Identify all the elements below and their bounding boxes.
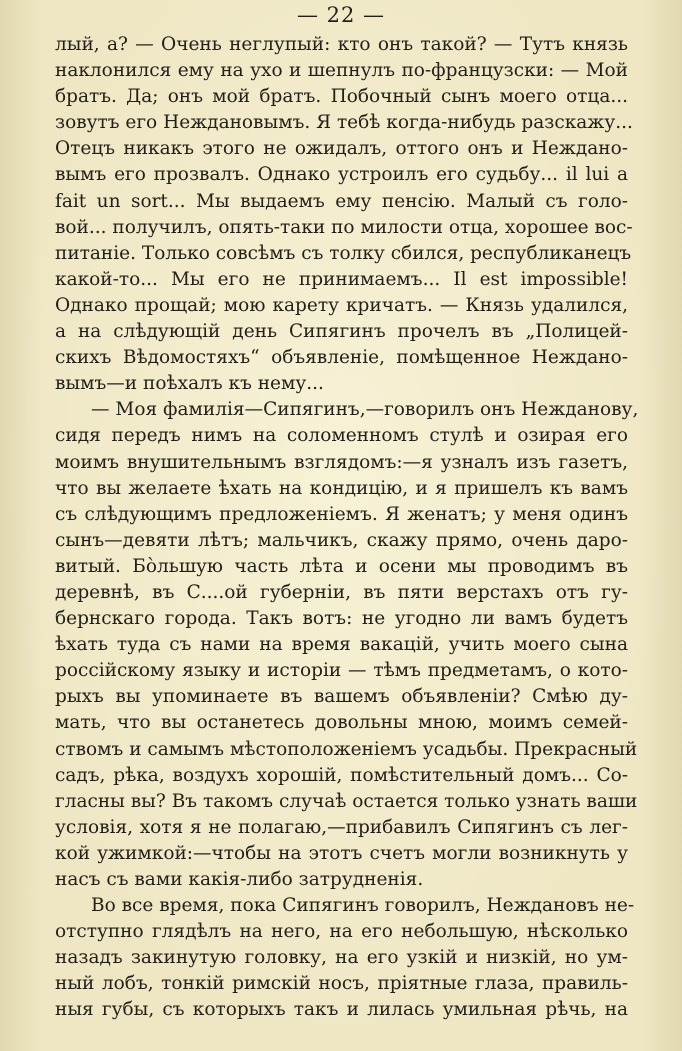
text-line: отступно глядѣлъ на него, на его небольшую, нѣсколько (55, 921, 628, 943)
text-line: вой... получилъ, опять-таки по милости отца, хорошее вос- (55, 216, 633, 238)
text-line: бернскаго города. Такъ вотъ: не угодно ли вамъ будетъ (55, 608, 628, 630)
text-line: сидя передъ нимъ на соломенномъ стулѣ и озирая его (55, 425, 628, 447)
text-line: что вы желаете ѣхать на кондицію, и я пришелъ къ вамъ (55, 477, 628, 499)
text-line: наклонился ему на ухо и шепнулъ по-французски: — Мой (55, 60, 628, 82)
paragraph-3 (55, 893, 635, 1023)
text-line: насъ съ вами какія-либо затрудненія. (55, 869, 424, 890)
text-line: гласны вы? Въ такомъ случаѣ остается только узнать ваши (55, 790, 638, 812)
text-line: рыхъ вы упоминаете въ вашемъ объявленіи? Смѣю ду- (55, 686, 628, 708)
text-line: съ слѣдующимъ предложеніемъ. Я женатъ; у меня одинъ (55, 503, 628, 525)
paragraph-2 (55, 397, 639, 893)
text-line: витый. Бòльшую часть лѣта и осени мы проводимъ въ (55, 555, 628, 577)
text-line: вымъ—и поѣхалъ къ нему... (55, 373, 324, 395)
paragraph-1 (55, 32, 633, 397)
page-number: — 22 — (296, 3, 386, 27)
text-line: условія, хотя я не полагаю,—прибавилъ Сипягинъ съ лег- (55, 816, 628, 838)
text-line: fait un sort... Мы выдаемъ ему пенсію. Малый съ голо- (55, 190, 628, 212)
text-line: Однако прощай; мою карету кричатъ. — Князь удалился, (55, 294, 628, 316)
text-line: садъ, рѣка, воздухъ хорошій, помѣстительный домъ... Со- (55, 764, 628, 786)
text-line: питаніе. Только совсѣмъ съ толку сбился, республиканецъ (55, 242, 632, 264)
text-line: лый, а? — Очень неглупый: кто онъ такой? — Тутъ князь (55, 34, 628, 55)
text-line: ныя губы, съ которыхъ такъ и лилась умильная рѣчь, на (55, 999, 628, 1021)
text-line: сынъ—девяти лѣтъ; мальчикъ, скажу прямо, очень даро- (55, 529, 628, 551)
text-line: россійскому языку и исторіи — тѣмъ предметамъ, о кото- (55, 660, 628, 682)
text-line: а на слѣдующій день Сипягинъ прочелъ въ „Полицей- (55, 321, 628, 343)
text-line: — Моя фамилія—Сипягинъ,—говорилъ онъ Нежданову, (91, 399, 639, 421)
text-line: братъ. Да; онъ мой братъ. Побочный сынъ моего отца... (55, 86, 628, 108)
text-line: Отецъ никакъ этого не ожидалъ, оттого онъ и Нежданo- (55, 138, 628, 160)
body-text (55, 32, 639, 1024)
text-line: ный лобъ, тонкій римскій носъ, пріятные глаза, правиль- (55, 973, 628, 995)
text-line: деревнѣ, въ С....ой губерніи, въ пяти верстахъ отъ гу- (55, 581, 628, 603)
text-line: ствомъ и самымъ мѣстоположеніемъ усадьбы. Прекрасный (55, 738, 638, 760)
text-line: назадъ закинутую головку, на его узкій и низкій, но ум- (55, 947, 628, 969)
text-line: кой ужимкой:—чтобы на этотъ счетъ могли возникнуть у (55, 842, 628, 864)
text-line: Во все время, пока Сипягинъ говорилъ, Неждановъ не- (91, 895, 635, 917)
text-line: мать, что вы останетесь довольны мною, моимъ семей- (55, 712, 628, 734)
text-line: зовутъ его Неждановымъ. Я тебѣ когда-нибудь разскажу... (55, 112, 633, 134)
text-line: моимъ внушительнымъ взглядомъ:—я узналъ изъ газетъ, (55, 451, 628, 473)
text-line: ѣхать туда съ нами на время вакацій, учить моего сына (55, 634, 628, 656)
text-line: вымъ его прозвалъ. Однако устроилъ его судьбу... il lui a (55, 164, 628, 186)
text-line: скихъ Вѣдомостяхъ“ объявленіе, помѣщенное Нежданo- (55, 347, 628, 369)
text-line: какой-то... Мы его не принимаемъ... Il est impossible! (55, 268, 628, 290)
